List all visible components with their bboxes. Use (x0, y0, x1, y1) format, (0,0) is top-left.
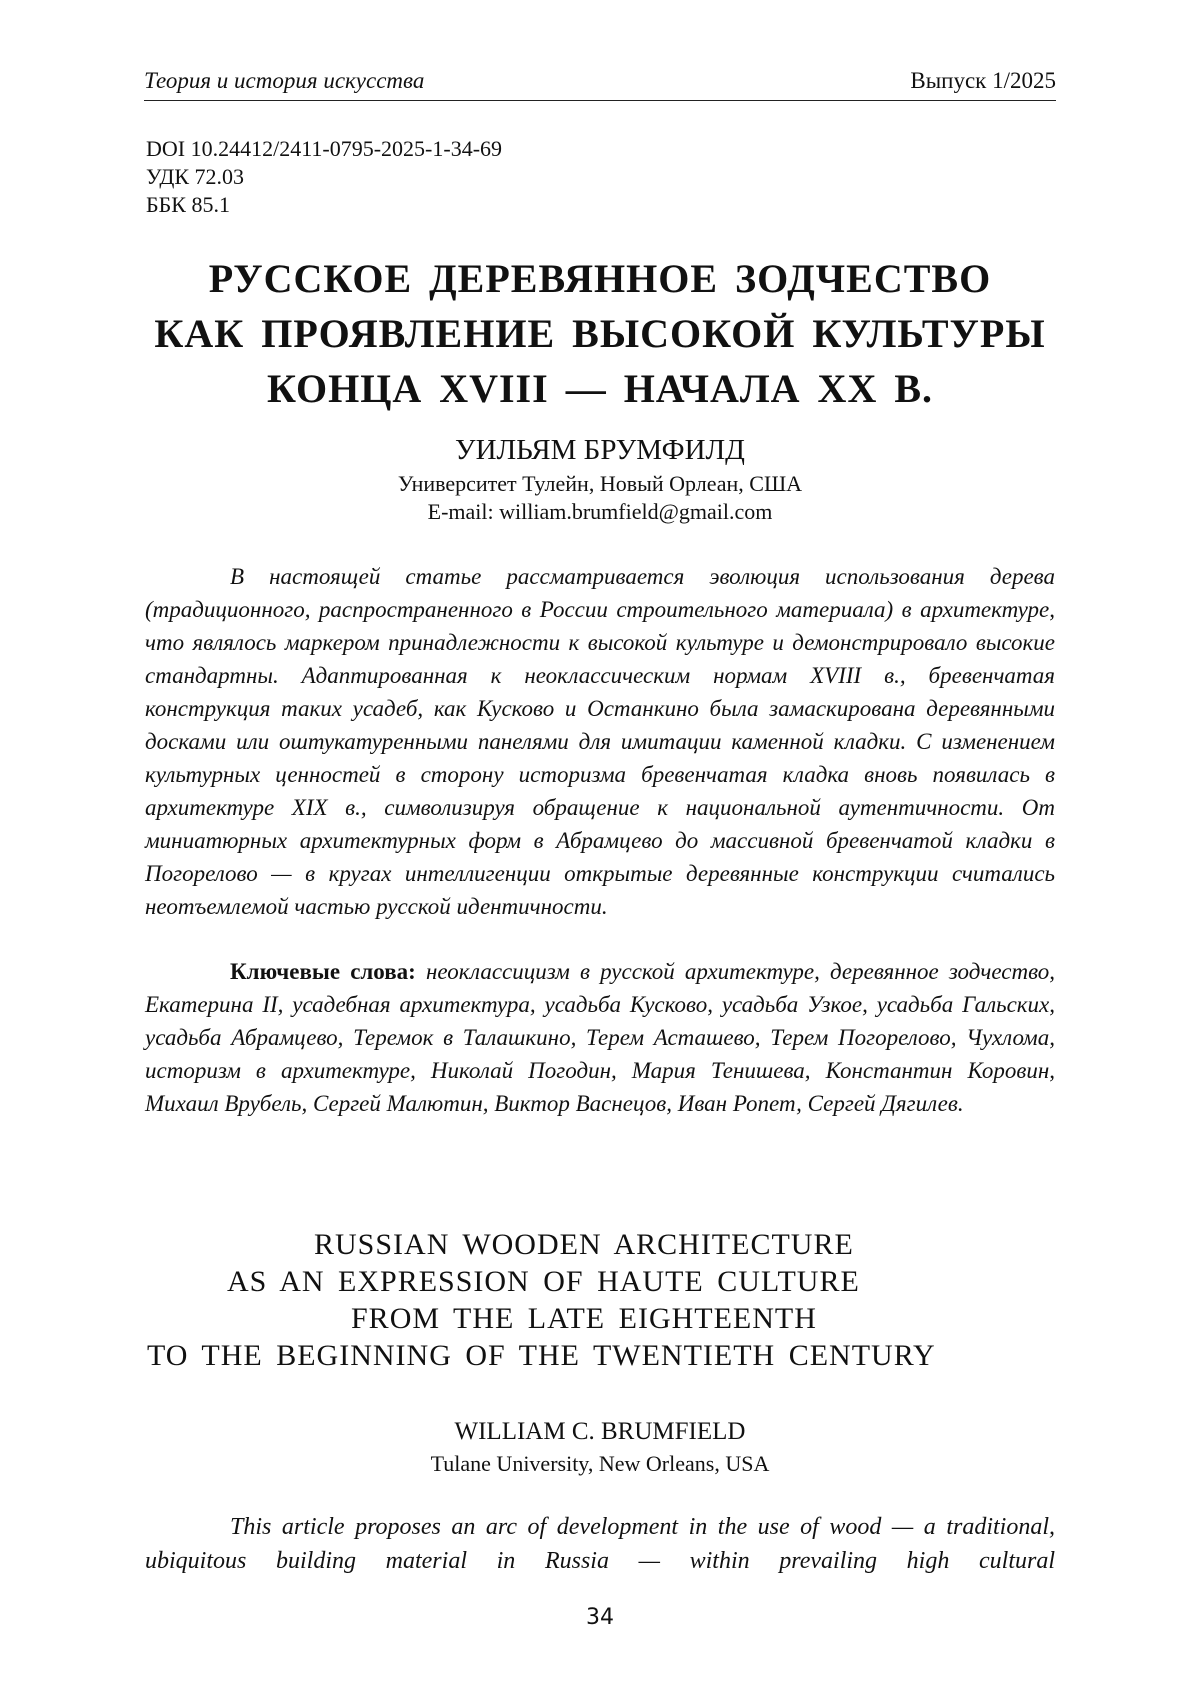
author-name-en: WILLIAM C. BRUMFIELD (144, 1416, 1056, 1448)
author-affiliation-ru: Университет Тулейн, Новый Орлеан, США (144, 470, 1056, 498)
article-title-ru (144, 251, 1056, 416)
keywords-paragraph (145, 955, 1055, 1120)
author-name-ru: УИЛЬЯМ БРУМФИЛД (144, 433, 1056, 467)
journal-page (0, 0, 1200, 1703)
title-ru-line-3: КОНЦА XVIII — НАЧАЛА XX В. (144, 361, 1056, 416)
title-ru-line-1: РУССКОЕ ДЕРЕВЯННОЕ ЗОДЧЕСТВО (144, 251, 1056, 306)
keywords-ru (145, 955, 1055, 1120)
article-identifiers (146, 135, 502, 219)
udk-code: УДК 72.03 (146, 163, 502, 191)
title-en-line-1: RUSSIAN WOODEN ARCHITECTURE (314, 1225, 854, 1265)
title-en-line-4: TO THE BEGINNING OF THE TWENTIETH CENTURY (147, 1336, 936, 1376)
author-email: E-mail: william.brumfield@gmail.com (144, 498, 1056, 526)
title-en-line-2: AS AN EXPRESSION OF HAUTE CULTURE (227, 1262, 860, 1302)
abstract-ru (145, 560, 1055, 923)
doi: DOI 10.24412/2411-0795-2025-1-34-69 (146, 135, 502, 163)
issue-number: Выпуск 1/2025 (910, 66, 1056, 96)
header-rule (144, 100, 1056, 101)
abstract-en-text: This article proposes an arc of development in the use of wood — a traditional, ubiquitous building material in Russia — within prevailing high cultural (145, 1510, 1055, 1578)
page-number: 34 (0, 1604, 1200, 1632)
author-affiliation-en: Tulane University, New Orleans, USA (144, 1450, 1056, 1478)
abstract-ru-text: В настоящей статье рассматривается эволюция использования дерева (традиционного, распространенного в России строительного материала) в архитектуре, что являлось маркером принадлежности к высокой культуре и демонстрировало высокие стандартны. Адаптированная к неоклассическим нормам XVIII в., бревенчатая конструкция таких усадеб, как Кусково и Останкино была замаскирована деревянными досками или оштукатуренными панелями для имитации каменной кладки. С изменением культурных ценностей в сторону историзма бревенчатая кладка вновь появилась в архитектуре XIX в., символизируя обращение к национальной аутентичности. От миниатюрных архитектурных форм в Абрамцево до массивной бревенчатой кладки в Погорелово — в кругах интеллигенции открытые деревянные конструкции считались неотъемлемой частью русской идентичности. (145, 560, 1055, 923)
bbk-code: ББК 85.1 (146, 191, 502, 219)
title-en-line-3: FROM THE LATE EIGHTEENTH (351, 1299, 817, 1339)
keywords-label: Ключевые слова: (230, 959, 416, 984)
abstract-en (145, 1510, 1055, 1578)
title-ru-line-2: КАК ПРОЯВЛЕНИЕ ВЫСОКОЙ КУЛЬТУРЫ (144, 306, 1056, 361)
keywords-text: неоклассицизм в русской архитектуре, деревянное зодчество, Екатерина II, усадебная архитектура, усадьба Кусково, усадьба Узкое, усадьба Гальских, усадьба Абрамцево, Теремок в Талашкино, Терем Асташево, Терем Погорелово, Чухлома, историзм в архитектуре, Николай Погодин, Мария Тенишева, Константин Коровин, Михаил Врубель, Сергей Малютин, Виктор Васнецов, Иван Ропет, Сергей Дягилев. (145, 959, 1055, 1116)
journal-title: Теория и история искусства (144, 66, 424, 96)
